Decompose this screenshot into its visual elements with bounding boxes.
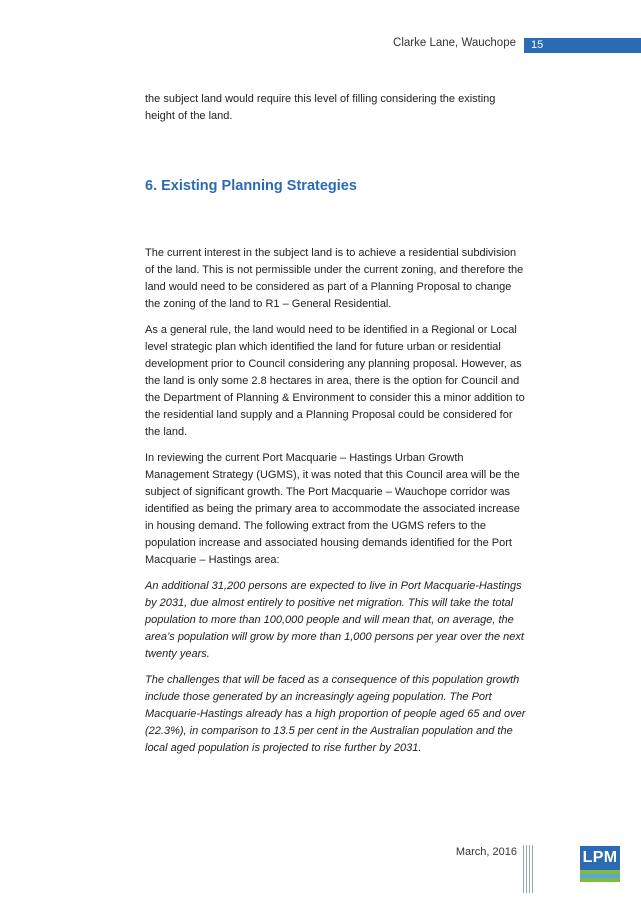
header-title: Clarke Lane, Wauchope — [393, 37, 516, 49]
quote-paragraph-2: The challenges that will be faced as a consequence of this population growth include those generated by an increasingly ageing population. The Port Macquarie-Hastings already has a high proportion of people aged 65 and over (22.3%), in comparison to 13.5 per cent in the Australian population and the local aged population is projected to rise further by 2031. — [145, 674, 526, 754]
footer-divider-lines — [523, 845, 533, 893]
body-paragraph-3: In reviewing the current Port Macquarie – Hastings Urban Growth Management Strategy (UGMS), it was noted that this Council area will be the subject of significant growth. The Port Macquarie – Wauchope corridor was identified as being the primary area to accommodate the associated increase in housing demand. The following extract from the UGMS refers to the population increase and associated housing demands identified for the Port Macquarie – Hastings area: — [145, 452, 520, 566]
section-body — [145, 245, 528, 766]
section-heading: 6. Existing Planning Strategies — [145, 178, 357, 194]
body-paragraph-1: The current interest in the subject land is to achieve a residential subdivision of the land. This is not permissible under the current zoning, and therefore the land would need to be considered as part of a Planning Proposal to change the zoning of the land to R1 – General Residential. — [145, 247, 524, 310]
intro-block — [145, 91, 528, 134]
body-paragraph-2: As a general rule, the land would need to be identified in a Regional or Local level strategic plan which identified the land for future urban or residential development prior to Council considering any planning proposal. However, as the land is only some 2.8 hectares in area, there is the option for Council and the Department of Planning & Environment to consider this a minor addition to the residential land supply and a Planning Proposal could be considered for the land. — [145, 324, 525, 438]
intro-paragraph: the subject land would require this level of filling considering the existing height of the land. — [145, 93, 496, 122]
quote-paragraph-1: An additional 31,200 persons are expected to live in Port Macquarie-Hastings by 2031, due almost entirely to positive net migration. This will take the total population to more than 100,000 people and will mean that, on average, the area’s population will grow by more than 1,000 persons per year over the next twenty years. — [145, 580, 524, 660]
page-number-bar — [524, 38, 641, 53]
page-number: 15 — [531, 39, 544, 51]
footer-date: March, 2016 — [455, 846, 517, 858]
logo-green-stripe-2 — [580, 878, 620, 882]
logo-text: LPM — [580, 846, 620, 870]
lpm-logo — [580, 846, 620, 891]
